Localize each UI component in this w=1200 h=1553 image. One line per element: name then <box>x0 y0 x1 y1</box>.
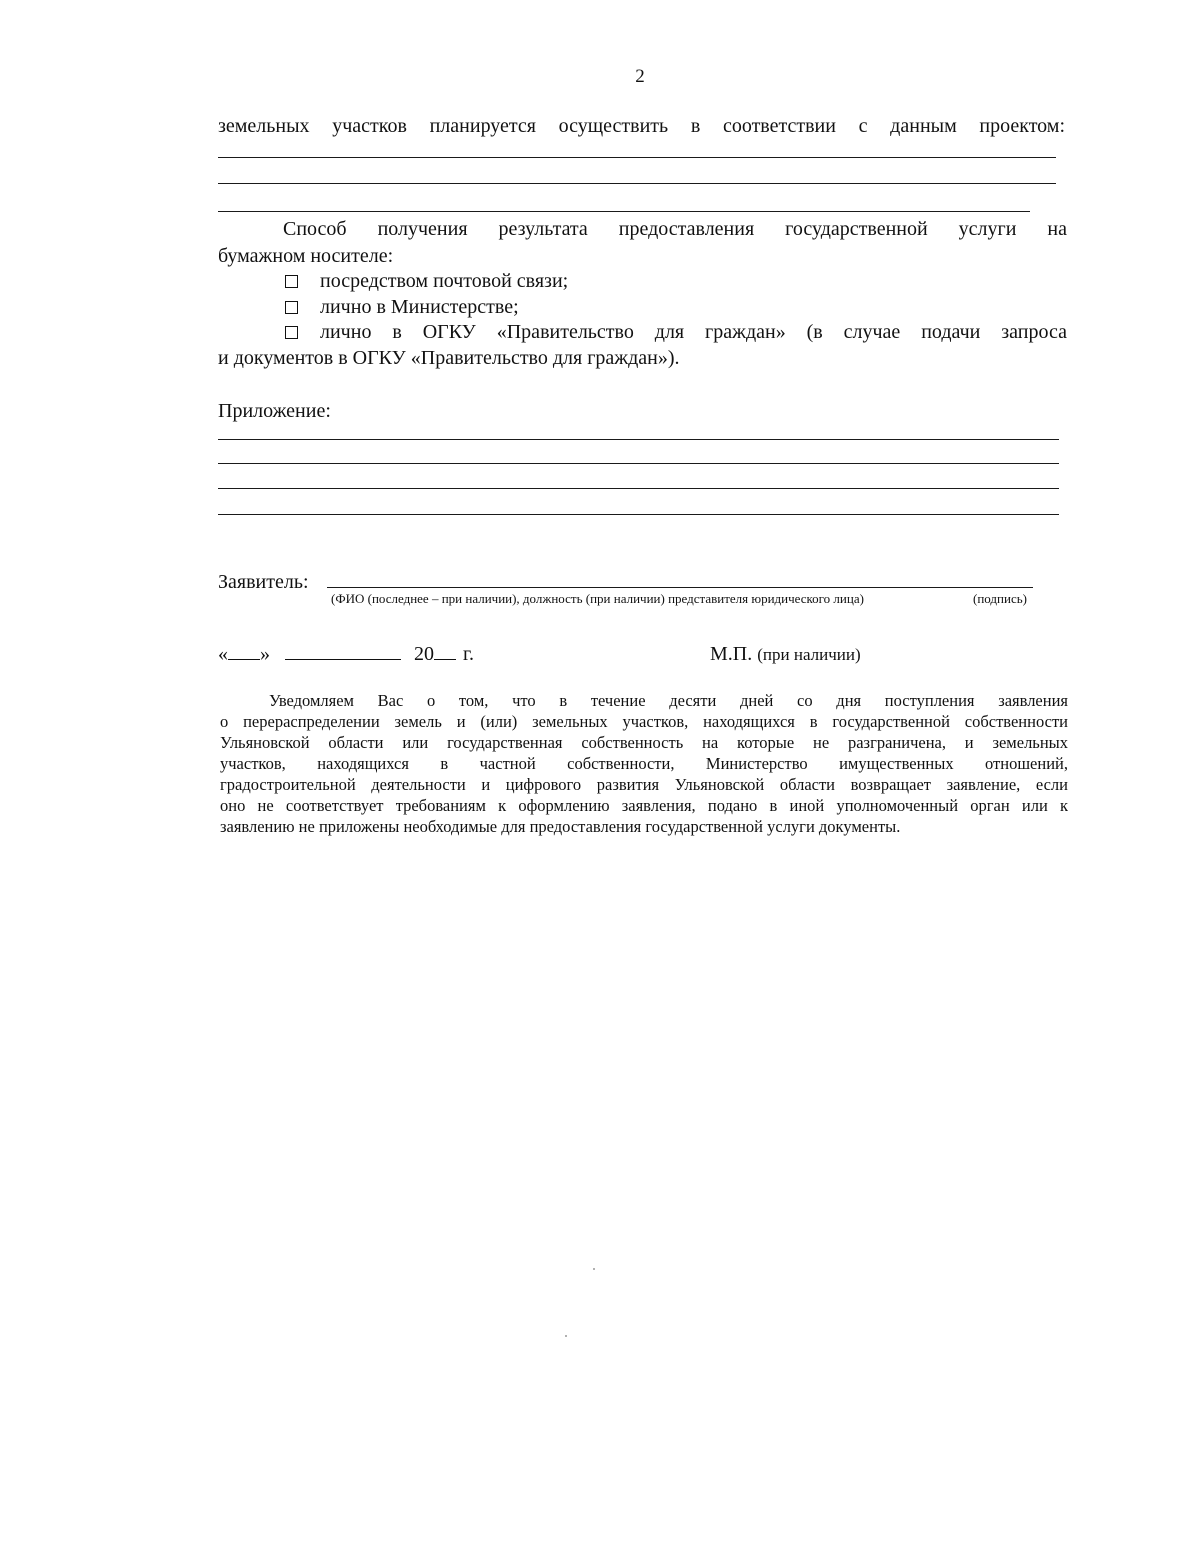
attachment-label: Приложение: <box>218 400 331 422</box>
applicant-signature-line[interactable] <box>327 587 1033 588</box>
stamp-placeholder <box>710 641 861 668</box>
scan-speck <box>565 1335 567 1337</box>
project-blank-line-3[interactable] <box>218 211 1030 212</box>
notice-paragraph <box>220 690 1068 837</box>
stamp-label: М.П. <box>710 643 753 665</box>
date-month-blank[interactable] <box>285 641 401 660</box>
date-year-prefix: 20 <box>414 643 434 665</box>
applicant-signature-caption: (подпись) <box>973 591 1027 606</box>
notice-line: градостроительной деятельности и цифрового развития Ульяновской области возвращает заявление, если <box>220 775 1068 794</box>
delivery-option-post[interactable] <box>285 268 568 294</box>
notice-line: заявлению не приложены необходимые для предоставления государственной услуги документы. <box>220 817 901 836</box>
delivery-option-ministry[interactable] <box>285 294 519 320</box>
delivery-option-ogku-label: лично в ОГКУ «Правительство для граждан» (в случае подачи запроса <box>320 321 1067 343</box>
project-blank-line-1[interactable] <box>218 157 1056 158</box>
date-year-suffix: г. <box>463 643 474 665</box>
notice-line: о перераспределении земель и (или) земельных участков, находящихся в государственной собственности <box>220 712 1068 731</box>
applicant-label: Заявитель: <box>218 571 309 593</box>
notice-line: оно не соответствует требованиям к оформлению заявления, подано в иной уполномоченный орган или к <box>220 796 1068 815</box>
date-year-blank[interactable] <box>434 641 456 660</box>
date-close-quote: » <box>260 643 270 665</box>
checkbox-ministry[interactable] <box>285 301 298 314</box>
delivery-option-ministry-label: лично в Министерстве; <box>320 296 519 318</box>
applicant-fio-caption: (ФИО (последнее – при наличии), должность (при наличии) представителя юридического лица) <box>331 591 864 606</box>
delivery-option-ogku[interactable] <box>285 319 1067 345</box>
date-open-quote: « <box>218 643 228 665</box>
delivery-option-ogku-cont: и документов в ОГКУ «Правительство для граждан»). <box>218 347 680 369</box>
attachment-blank-line-3[interactable] <box>218 488 1059 489</box>
attachment-blank-line-4[interactable] <box>218 514 1059 515</box>
date-day-blank[interactable] <box>228 641 260 660</box>
project-blank-line-2[interactable] <box>218 183 1056 184</box>
delivery-method-heading-cont: бумажном носителе: <box>218 245 394 267</box>
notice-line: Ульяновской области или государственная собственность на которые не разграничена, и земельных <box>220 733 1068 752</box>
attachment-blank-line-2[interactable] <box>218 463 1059 464</box>
notice-line: Уведомляем Вас о том, что в течение десяти дней со дня поступления заявления <box>269 691 1068 710</box>
delivery-option-post-label: посредством почтовой связи; <box>320 270 569 292</box>
checkbox-ogku[interactable] <box>285 326 298 339</box>
delivery-method-heading: Способ получения результата предоставления государственной услуги на <box>283 218 1067 240</box>
stamp-note: (при наличии) <box>757 645 861 664</box>
date-field <box>218 641 474 667</box>
intro-text: земельных участков планируется осуществить в соответствии с данным проектом: <box>218 115 1065 137</box>
scan-speck <box>593 1268 595 1270</box>
page-number: 2 <box>635 66 645 87</box>
checkbox-post[interactable] <box>285 275 298 288</box>
attachment-blank-line-1[interactable] <box>218 439 1059 440</box>
notice-line: участков, находящихся в частной собственности, Министерство имущественных отношений, <box>220 754 1068 773</box>
